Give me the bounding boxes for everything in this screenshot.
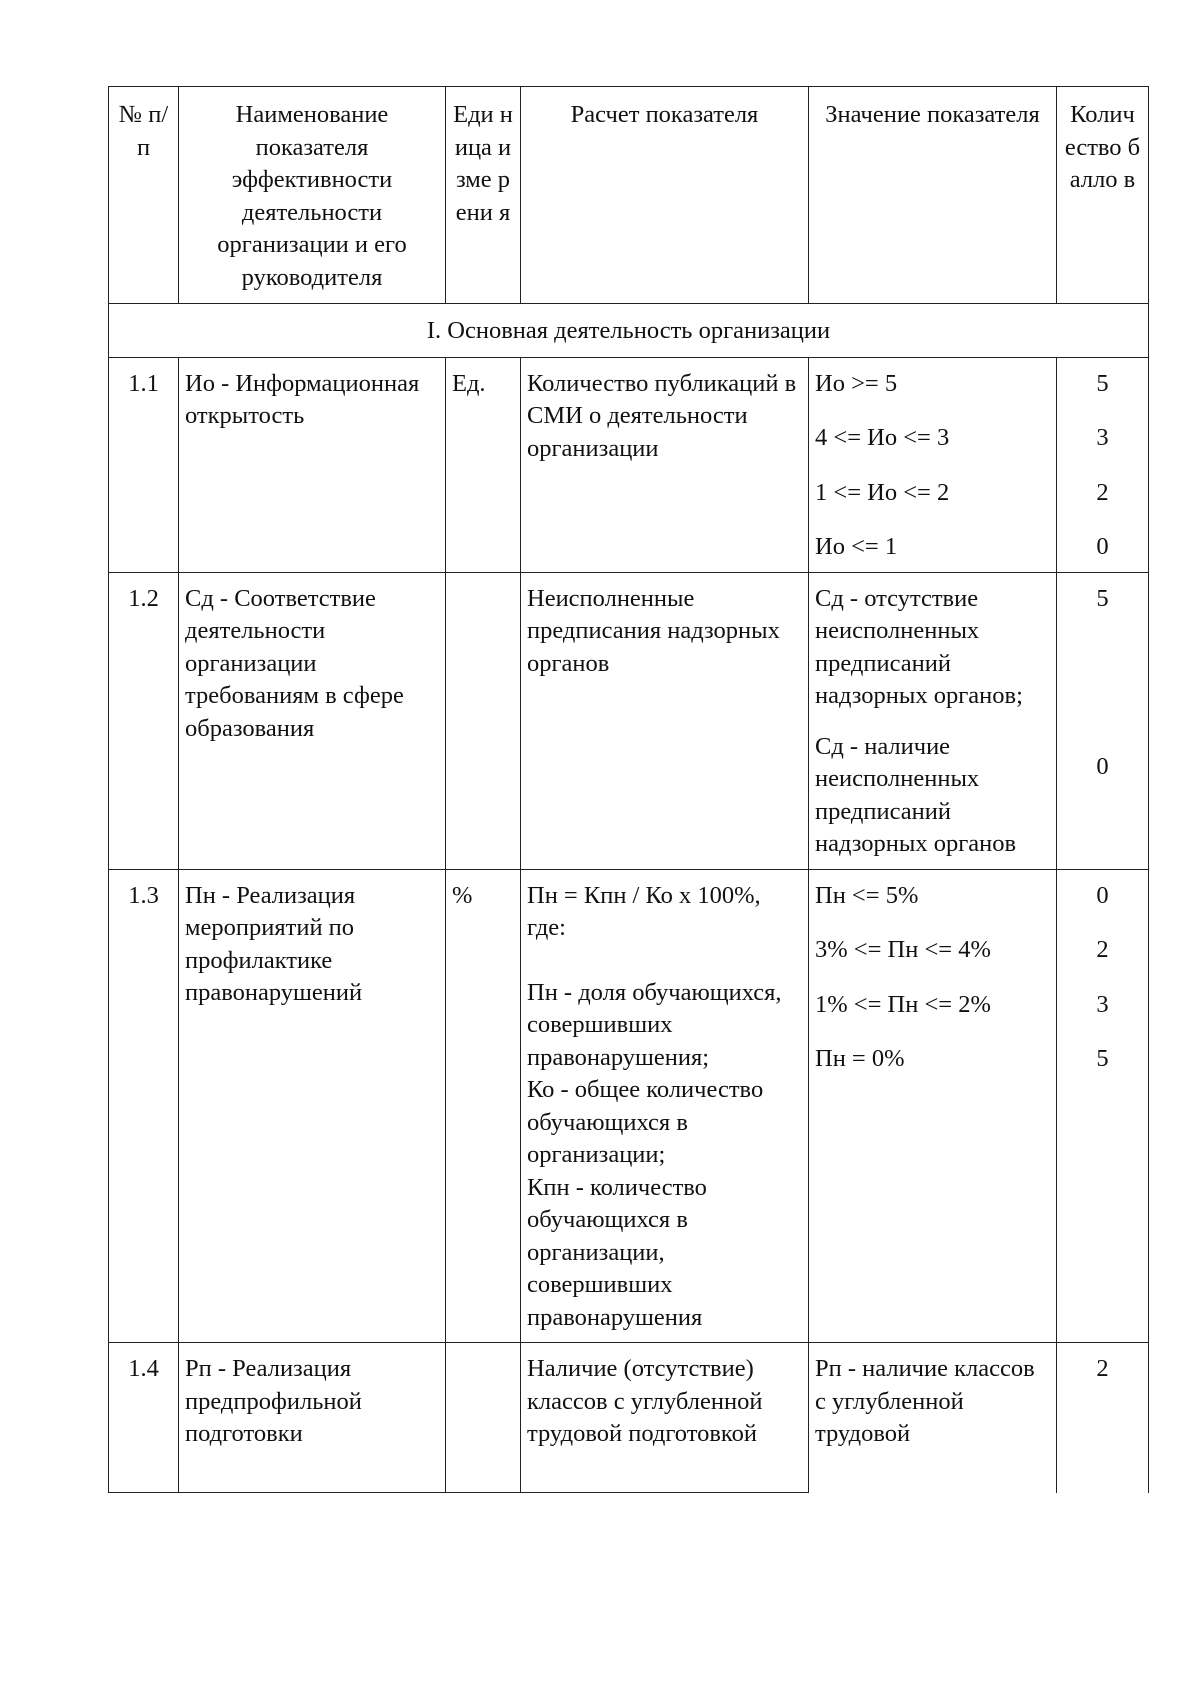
calc-def: Ко - общее количество обучающихся в организации; [527, 1076, 764, 1168]
score-line: 5 [1096, 584, 1109, 612]
header-unit-label: Еди ница изме рени я [453, 101, 513, 226]
row-num: 1.1 [109, 357, 179, 572]
row-calc: Неисполненные предписания надзорных органов [521, 572, 809, 869]
table-row [109, 869, 1149, 1343]
value-line: 4 <= Ио <= 3 [815, 424, 950, 451]
row-calc [521, 869, 809, 1343]
value-line: Рп - наличие классов с углубленной трудовой [815, 1355, 1035, 1447]
table-row [109, 1343, 1149, 1493]
indicators-table [108, 86, 1149, 1493]
row-unit [446, 572, 521, 869]
calc-def: Кпн - количество обучающихся в организации, совершивших правонарушения [527, 1173, 707, 1331]
value-line: Ио >= 5 [815, 369, 898, 397]
calc-formula: Пн = Кпн / Ко x 100%, где: [527, 881, 761, 941]
score-line: 5 [1096, 1045, 1109, 1072]
header-score-label: Колич ество балло в [1064, 101, 1141, 193]
value-line: Ио <= 1 [815, 533, 898, 560]
value-line: Сд - наличие неисполненных предписаний надзорных органов [815, 732, 1017, 857]
score-line: 2 [1096, 478, 1109, 506]
score-line: 3 [1096, 424, 1109, 451]
row-scores [1057, 572, 1149, 869]
header-score [1057, 87, 1149, 304]
row-name: Сд - Соответствие деятельности организации требованиям в сфере образования [179, 572, 446, 869]
calc-def: Пн - доля обучающихся, совершивших правонарушения; [527, 978, 782, 1071]
section-row [109, 304, 1149, 358]
row-values [809, 357, 1057, 572]
score-line: 0 [1096, 752, 1109, 780]
score-line: 2 [1096, 936, 1109, 963]
table-row [109, 357, 1149, 572]
row-calc: Наличие (отсутствие) классов с углубленной трудовой подготовкой [521, 1343, 809, 1493]
row-scores [1057, 869, 1149, 1343]
score-line: 2 [1096, 1355, 1109, 1382]
value-line: Сд - отсутствие неисполненных предписаний надзорных органов; [815, 584, 1023, 709]
row-unit: % [446, 869, 521, 1343]
calc-gap [527, 945, 802, 977]
value-line: Пн <= 5% [815, 881, 919, 909]
value-line: 3% <= Пн <= 4% [815, 936, 991, 963]
row-values [809, 869, 1057, 1343]
header-unit [446, 87, 521, 304]
value-line: 1% <= Пн <= 2% [815, 990, 991, 1018]
row-scores [1057, 1343, 1149, 1493]
row-unit [446, 1343, 521, 1493]
row-name: Рп - Реализация предпрофильной подготовки [179, 1343, 446, 1493]
table-header-row [109, 87, 1149, 304]
row-num: 1.4 [109, 1343, 179, 1493]
value-line: Пн = 0% [815, 1045, 905, 1072]
section-title: I. Основная деятельность организации [109, 304, 1149, 358]
row-values [809, 572, 1057, 869]
row-unit: Ед. [446, 357, 521, 572]
header-calc: Расчет показателя [521, 87, 809, 304]
row-num: 1.3 [109, 869, 179, 1343]
row-calc: Количество публикаций в СМИ о деятельности организации [521, 357, 809, 572]
row-scores [1057, 357, 1149, 572]
row-num: 1.2 [109, 572, 179, 869]
header-value: Значение показателя [809, 87, 1057, 304]
table-row [109, 572, 1149, 869]
row-name: Пн - Реализация мероприятий по профилактике правонарушений [179, 869, 446, 1343]
score-line: 5 [1096, 369, 1109, 397]
row-values [809, 1343, 1057, 1493]
value-line: 1 <= Ио <= 2 [815, 478, 950, 506]
score-line: 0 [1096, 533, 1109, 560]
score-line: 3 [1096, 990, 1109, 1018]
row-name: Ио - Информационная открытость [179, 357, 446, 572]
score-line: 0 [1096, 881, 1109, 909]
header-num: № п/п [109, 87, 179, 304]
header-name: Наименование показателя эффективности деятельности организации и его руководителя [179, 87, 446, 304]
